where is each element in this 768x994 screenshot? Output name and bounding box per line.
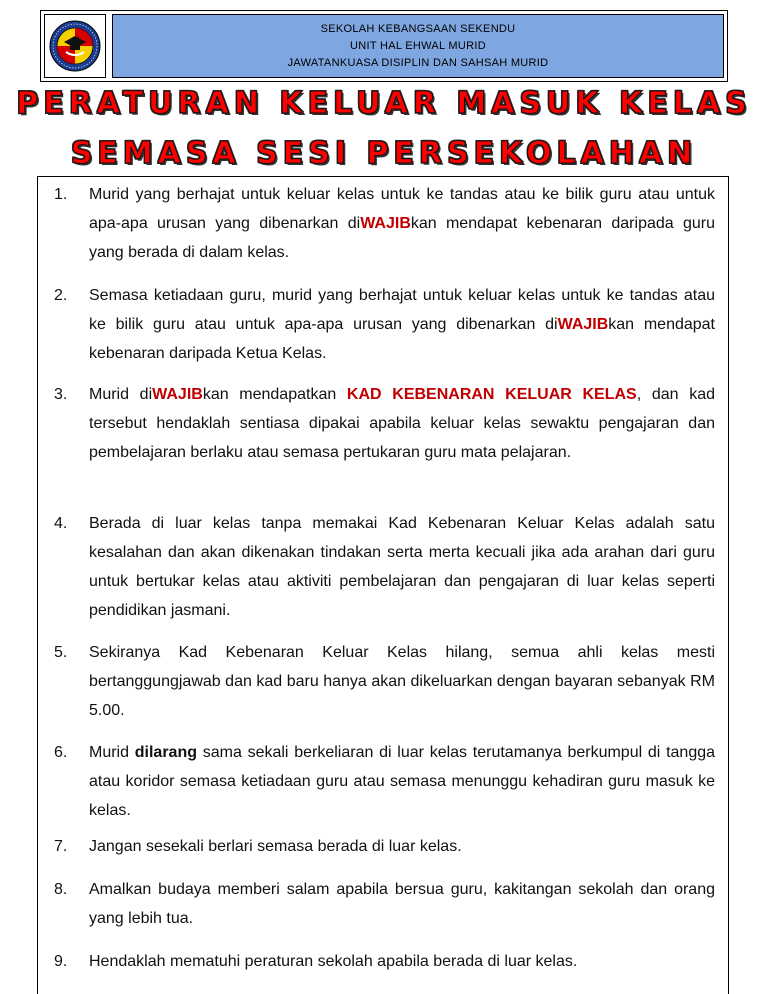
rule-text [89, 738, 715, 825]
emphasis-red: KAD KEBENARAN KELUAR KELAS [346, 386, 637, 403]
rule-number: 8. [54, 881, 68, 898]
rule-number: 5. [54, 644, 68, 661]
school-logo [44, 14, 106, 78]
rule-text-segment: Berada di luar kelas tanpa memakai Kad Kebenaran Keluar Kelas adalah satu kesalahan dan akan dikenakan tindakan serta merta kecuali jika ada arahan dari guru untuk bertukar kelas atau aktiviti pembelajaran dan pengajaran di luar kelas seperti pendidikan jasmani. [89, 515, 715, 619]
rule-text-segment: kan mendapat kebenaran daripada guru yang berada di dalam kelas. [89, 215, 715, 261]
rule-text-segment: Semasa ketiadaan guru, murid yang berhajat untuk keluar kelas untuk ke tandas atau ke bilik guru atau untuk apa-apa urusan yang dibenarkan di [89, 287, 715, 333]
rule-text [89, 180, 715, 267]
page-title-line2: SEMASA SESI PERSEKOLAHAN [70, 136, 698, 171]
emphasis-red: WAJIB [152, 386, 203, 403]
rule-text-segment: , dan kad tersebut hendaklah sentiasa dipakai apabila keluar kelas sewaktu pengajaran dan pembelajaran berlaku atau semasa pertukaran guru mata pelajaran. [89, 386, 715, 461]
page-title-line1: PERATURAN KELUAR MASUK KELAS [16, 86, 752, 121]
rule-number: 9. [54, 953, 68, 970]
rule-text-segment: Hendaklah mematuhi peraturan sekolah apabila berada di luar kelas. [89, 953, 578, 970]
rule-text [89, 638, 715, 725]
rule-text [89, 875, 715, 933]
rule-number: 2. [54, 287, 68, 304]
rules-box [37, 176, 729, 994]
header-banner [112, 14, 724, 78]
rule-text-segment: kan mendapatkan [202, 386, 347, 403]
rule-text-segment: Murid yang berhajat untuk keluar kelas untuk ke tandas atau ke bilik guru atau untuk apa-apa urusan yang dibenarkan di [89, 186, 715, 232]
rule-text-segment: kan mendapat kebenaran daripada Ketua Kelas. [89, 316, 716, 362]
rule-text-segment: sama sekali berkeliaran di luar kelas terutamanya berkumpul di tangga atau koridor semasa ketiadaan guru atau semasa menunggu kehadiran guru masuk ke kelas. [89, 744, 716, 819]
rule-text-segment: Jangan sesekali berlari semasa berada di luar kelas. [89, 838, 462, 855]
rule-number: 3. [54, 386, 68, 403]
rule-text [89, 281, 715, 368]
rule-number: 6. [54, 744, 68, 761]
emphasis-red: WAJIB [360, 215, 411, 232]
rule-number: 1. [54, 186, 68, 203]
committee-name: JAWATANKUASA DISIPLIN DAN SAHSAH MURID [287, 56, 549, 69]
emphasis-red: WAJIB [557, 316, 609, 333]
school-crest-icon [48, 18, 102, 74]
rule-text [89, 509, 715, 625]
rule-text-segment: Murid [89, 744, 135, 761]
school-name: SEKOLAH KEBANGSAAN SEKENDU [320, 22, 516, 35]
unit-name: UNIT HAL EHWAL MURID [350, 39, 486, 52]
rule-text [89, 380, 715, 467]
rule-number: 7. [54, 838, 68, 855]
rule-text [89, 947, 715, 976]
rule-text [89, 832, 715, 861]
rule-number: 4. [54, 515, 68, 532]
rule-text-segment: Murid di [89, 386, 153, 403]
rule-text-segment: Amalkan budaya memberi salam apabila bersua guru, kakitangan sekolah dan orang yang lebih tua. [89, 881, 715, 927]
emphasis-bold: dilarang [134, 744, 197, 761]
rule-text-segment: Sekiranya Kad Kebenaran Keluar Kelas hilang, semua ahli kelas mesti bertanggungjawab dan kad baru hanya akan dikeluarkan dengan bayaran sebanyak RM 5.00. [89, 644, 715, 719]
